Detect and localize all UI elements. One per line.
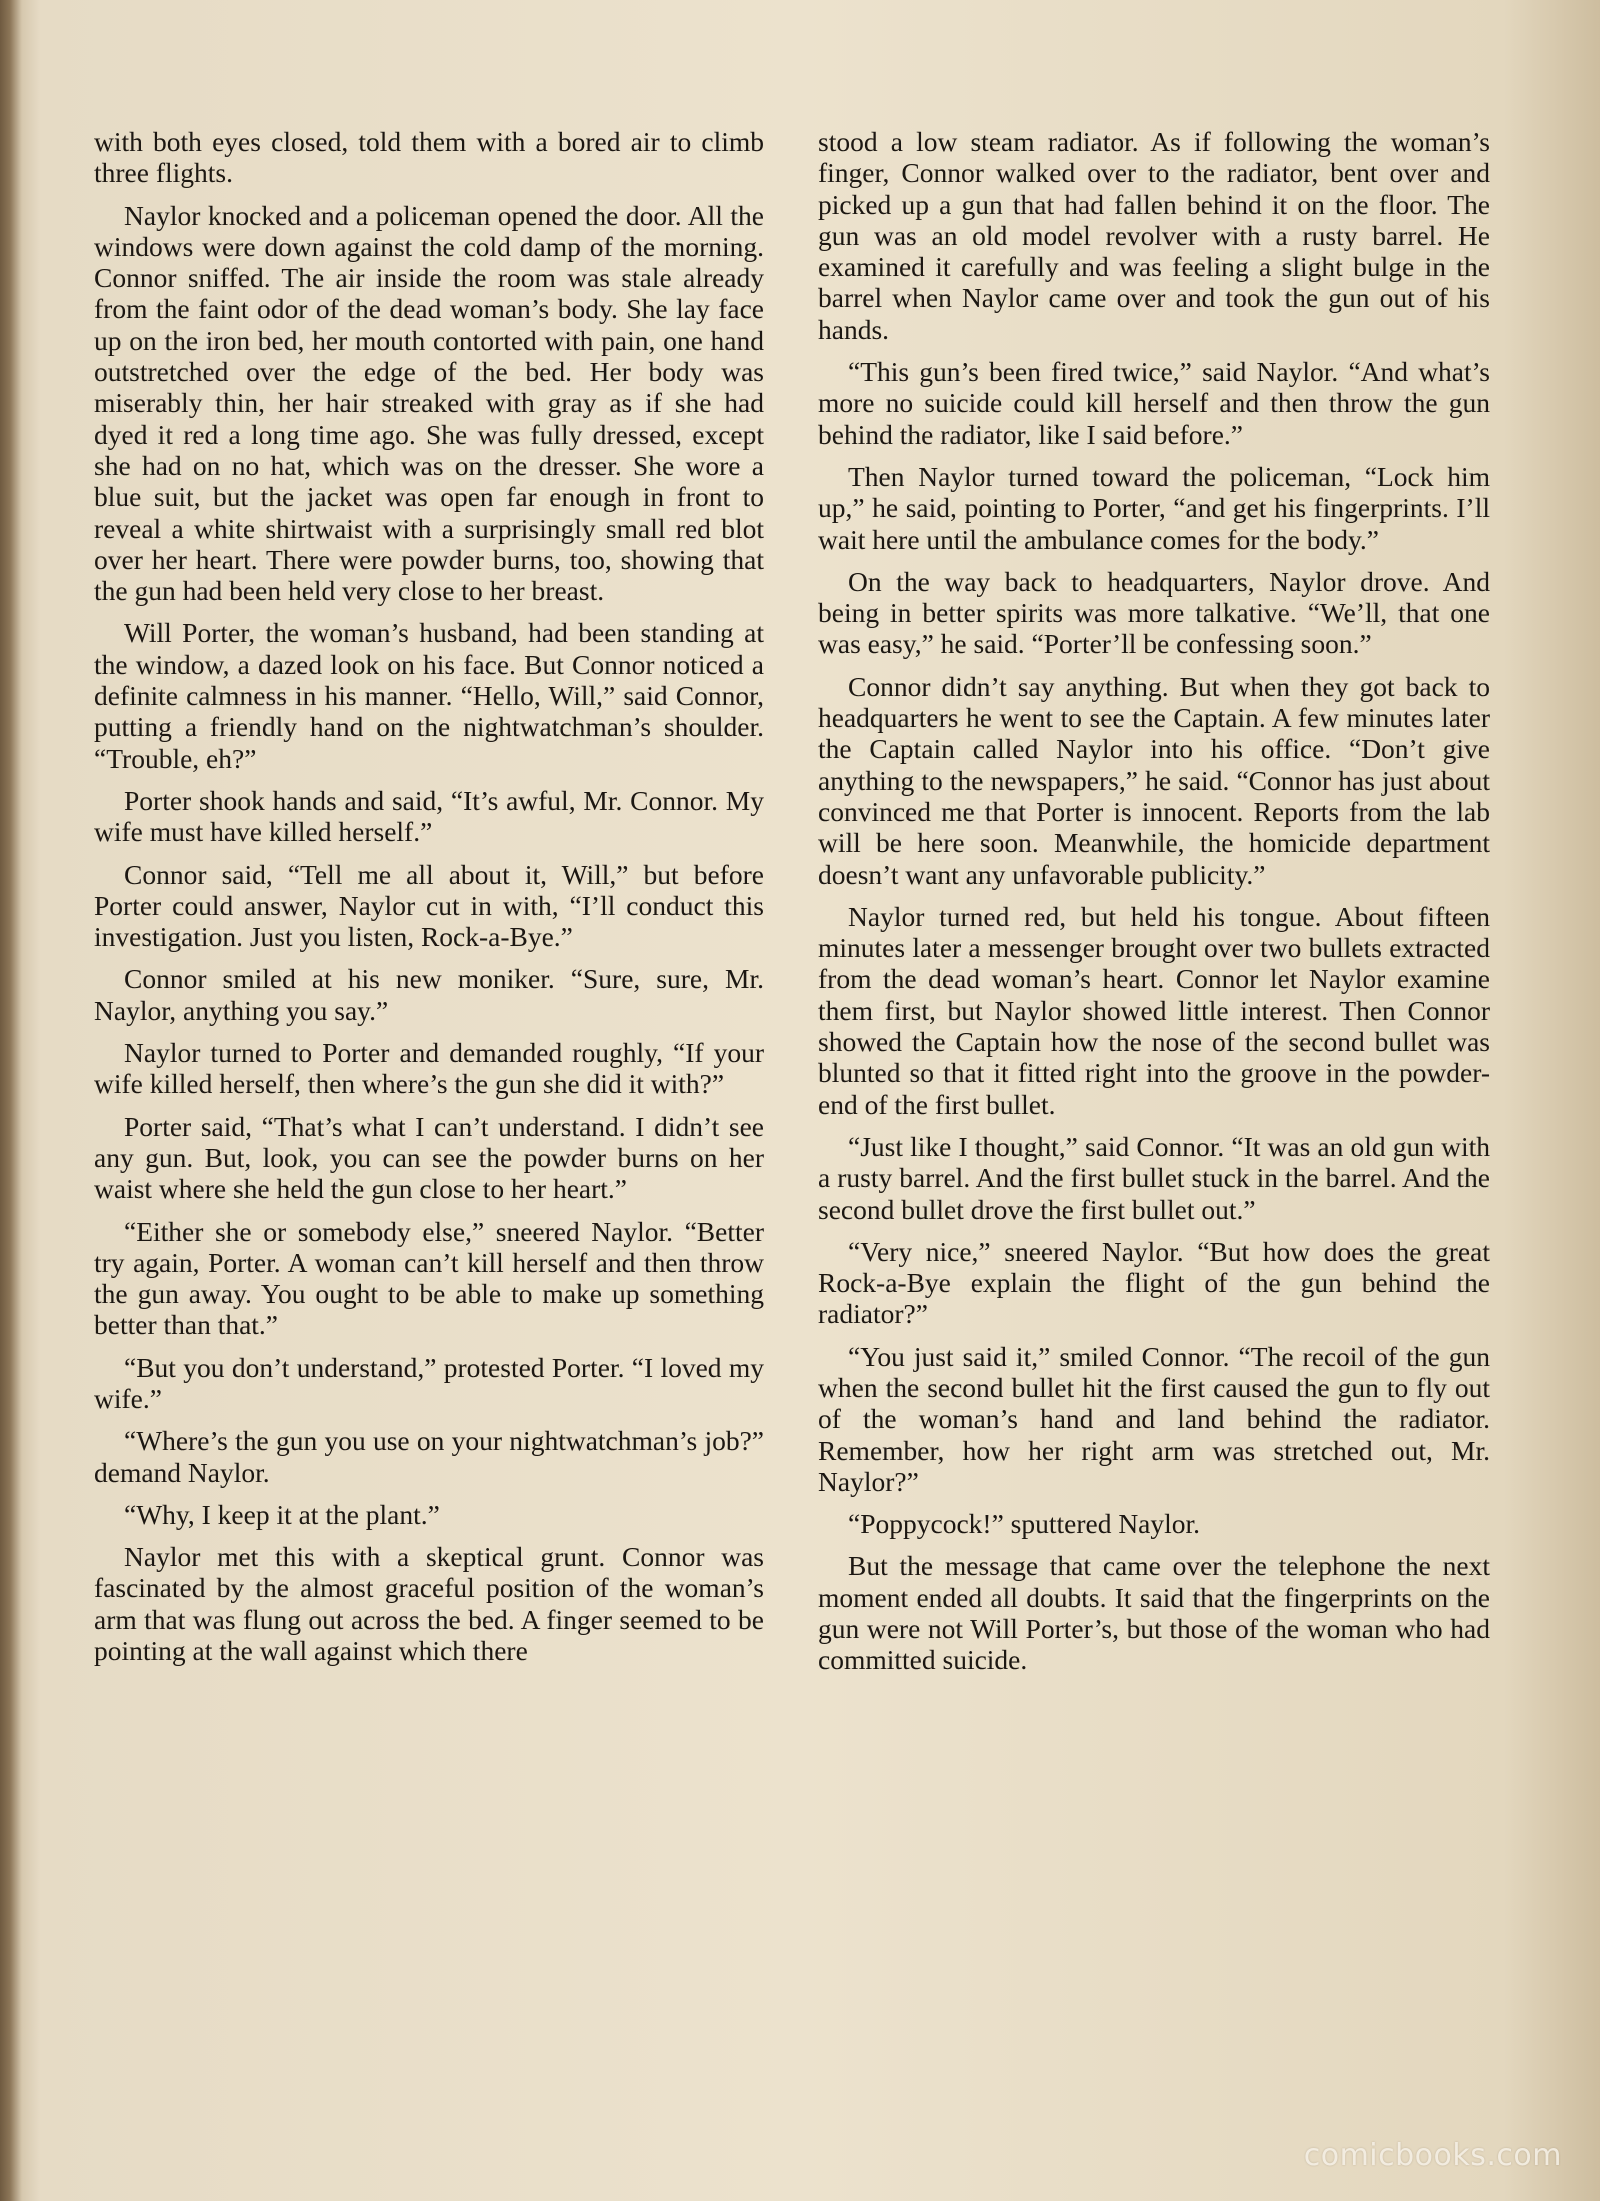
- paragraph: On the way back to headquarters, Naylor drove. And being in better spirits was more talkative. “We’ll, that one was easy,” he said. “Porter’ll be confessing soon.”: [818, 565, 1490, 660]
- paragraph: Then Naylor turned toward the policeman, “Lock him up,” he said, pointing to Porter, “and get his fingerprints. I’ll wait here until the ambulance comes for the body.”: [818, 460, 1490, 555]
- paragraph: But the message that came over the telephone the next moment ended all doubts. It said that the fingerprints on the gun were not Will Porter’s, but those of the woman who had committed suicide.: [818, 1550, 1490, 1676]
- paragraph: with both eyes closed, told them with a bored air to climb three flights.: [94, 126, 764, 189]
- paragraph: “Why, I keep it at the plant.”: [124, 1498, 440, 1530]
- paragraph: Naylor knocked and a policeman opened the door. All the windows were down against the cold damp of the morning. Connor sniffed. The air inside the room was stale already from the faint odor of the dead woman’s body. She lay face up on the iron bed, her mouth contorted with pain, one hand outstretched over the edge of the bed. Her body was miserably thin, her hair streaked with gray as if she had dyed it red a long time ago. She was fully dressed, except she had on no hat, which was on the dresser. She wore a blue suit, but the jacket was open far enough in front to reveal a white shirtwaist with a surprisingly small red blot over her heart. There were powder burns, too, showing that the gun had been held very close to her breast.: [94, 199, 764, 607]
- paragraph: Will Porter, the woman’s husband, had been standing at the window, a dazed look on his face. But Connor noticed a definite calmness in his manner. “Hello, Will,” said Connor, putting a friendly hand on the nightwatchman’s shoulder. “Trouble, eh?”: [94, 617, 764, 774]
- paragraph: “Just like I thought,” said Connor. “It was an old gun with a rusty barrel. And the first bullet stuck in the barrel. And the second bullet drove the first bullet out.”: [818, 1130, 1490, 1225]
- paragraph: “Poppycock!” sputtered Naylor.: [848, 1508, 1201, 1540]
- paragraph: Naylor turned red, but held his tongue. About fifteen minutes later a messenger brought over two bullets extracted from the dead woman’s heart. Connor let Naylor examine them first, but Naylor showed little interest. Then Connor showed the Captain how the nose of the second bullet was blunted so that it fitted right into the groove in the powder-end of the first bullet.: [818, 900, 1490, 1120]
- paragraph: Connor said, “Tell me all about it, Will,” but before Porter could answer, Naylor cut in with, “I’ll conduct this investigation. Just you listen, Rock-a-Bye.”: [94, 858, 764, 953]
- site-watermark: comicbooks.com: [1303, 2138, 1562, 2173]
- paragraph: Porter said, “That’s what I can’t understand. I didn’t see any gun. But, look, you can see the powder burns on her waist where she held the gun close to her heart.”: [94, 1110, 764, 1205]
- paragraph: “Either she or somebody else,” sneered Naylor. “Better try again, Porter. A woman can’t kill herself and then throw the gun away. You ought to be able to make up something better than that.”: [94, 1215, 764, 1341]
- paragraph: Connor didn’t say anything. But when they got back to headquarters he went to see the Captain. A few minutes later the Captain called Naylor into his office. “Don’t give anything to the newspapers,” he said. “Connor has just about convinced me that Porter is innocent. Reports from the lab will be here soon. Meanwhile, the homicide department doesn’t want any unfavorable publicity.”: [818, 670, 1490, 890]
- paragraph: “You just said it,” smiled Connor. “The recoil of the gun when the second bullet hit the first caused the gun to fly out of the woman’s hand and land behind the radiator. Remember, how her right arm was stretched out, Mr. Naylor?”: [818, 1340, 1490, 1497]
- paragraph: “But you don’t understand,” protested Porter. “I loved my wife.”: [94, 1351, 764, 1414]
- paragraph: stood a low steam radiator. As if following the woman’s finger, Connor walked over to the radiator, bent over and picked up a gun that had fallen behind it on the floor. The gun was an old model revolver with a rusty barrel. He examined it carefully and was feeling a slight bulge in the barrel when Naylor came over and took the gun out of his hands.: [818, 126, 1490, 345]
- paragraph: Naylor turned to Porter and demanded roughly, “If your wife killed herself, then where’s the gun she did it with?”: [94, 1037, 764, 1100]
- paragraph: “This gun’s been fired twice,” said Naylor. “And what’s more no suicide could kill herself and then throw the gun behind the radiator, like I said before.”: [818, 356, 1490, 450]
- paragraph: “Where’s the gun you use on your nightwatchman’s job?” demand Naylor.: [94, 1425, 764, 1488]
- left-text-column: [94, 126, 764, 1677]
- paragraph: “Very nice,” sneered Naylor. “But how does the great Rock-a-Bye explain the flight of the gun behind the radiator?”: [818, 1235, 1490, 1330]
- paragraph: Connor smiled at his new moniker. “Sure, sure, Mr. Naylor, anything you say.”: [94, 963, 764, 1026]
- paragraph: Porter shook hands and said, “It’s awful, Mr. Connor. My wife must have killed herself.”: [94, 784, 764, 848]
- right-text-column: [818, 126, 1490, 1687]
- paragraph: Naylor met this with a skeptical grunt. Connor was fascinated by the almost graceful position of the woman’s arm that was flung out across the bed. A finger seemed to be pointing at the wall against which there: [94, 1541, 764, 1667]
